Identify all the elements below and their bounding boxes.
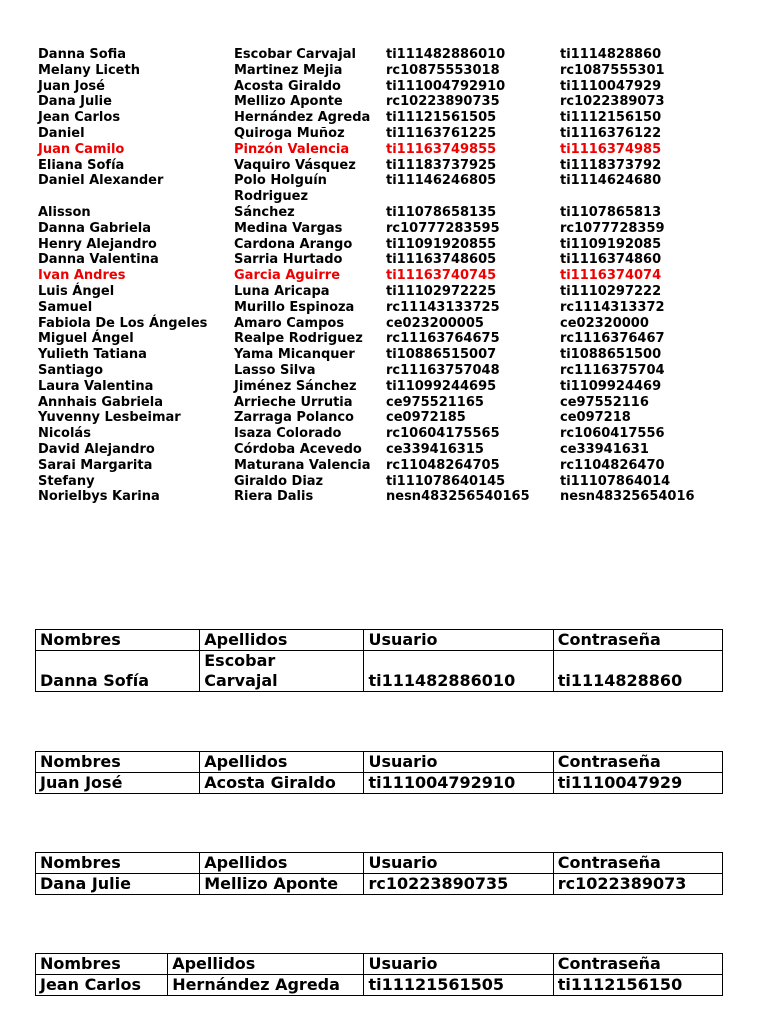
- student-contrasena: ti1116374860: [560, 252, 662, 268]
- card-nombres: Juan José: [36, 773, 200, 794]
- card-nombres: Jean Carlos: [36, 975, 168, 996]
- student-apellidos: Escobar Carvajal: [234, 47, 356, 62]
- student-row: [38, 126, 738, 142]
- student-nombres: Juan José: [38, 78, 105, 94]
- header-nombres: Nombres: [36, 752, 200, 773]
- student-row: [38, 458, 738, 474]
- student-apellidos: Zarraga Polanco: [234, 410, 354, 426]
- student-apellidos: Martinez Mejia: [234, 62, 343, 78]
- student-usuario: ti10886515007: [386, 347, 497, 363]
- card-contrasena: ti1112156150: [553, 975, 722, 996]
- student-apellidos: Cardona Arango: [234, 236, 353, 252]
- card-apellidos-line1: Escobar: [204, 651, 276, 670]
- student-usuario: rc11163764675: [386, 331, 500, 347]
- student-contrasena: ti1088651500: [560, 347, 662, 363]
- student-contrasena: ti1110297222: [560, 283, 662, 299]
- student-contrasena: rc1060417556: [560, 426, 665, 442]
- student-row: [38, 284, 738, 300]
- student-apellidos: Hernández Agreda: [234, 110, 371, 126]
- student-usuario: ti111482886010: [386, 47, 506, 62]
- student-apellidos: Vaquiro Vásquez: [234, 157, 356, 173]
- card-nombres: Danna Sofía: [36, 651, 200, 692]
- student-contrasena: rc1087555301: [560, 62, 665, 78]
- credential-card-4: [35, 953, 723, 996]
- student-contrasena: ce33941631: [560, 441, 649, 457]
- header-nombres: Nombres: [36, 630, 200, 651]
- card-apellidos-line2: Carvajal: [204, 671, 278, 690]
- student-row: [38, 221, 738, 237]
- student-usuario: ti11102972225: [386, 283, 497, 299]
- student-nombres: Juan Camilo: [38, 141, 125, 157]
- student-nombres: Fabiola De Los Ángeles: [38, 315, 208, 331]
- student-usuario: ti11078658135: [386, 204, 497, 220]
- student-contrasena: ce02320000: [560, 315, 649, 331]
- student-apellidos: Maturana Valencia: [234, 457, 371, 473]
- student-row: [38, 489, 738, 505]
- student-row: [38, 63, 738, 79]
- student-apellidos: Giraldo Diaz: [234, 473, 324, 489]
- header-apellidos: Apellidos: [200, 630, 364, 651]
- student-contrasena: ti1116376122: [560, 125, 662, 141]
- student-nombres: Nicolás: [38, 426, 91, 442]
- student-usuario: ti11183737925: [386, 157, 497, 173]
- student-usuario: rc11143133725: [386, 299, 500, 315]
- card-contrasena: rc1022389073: [553, 874, 722, 895]
- credential-card-1: [35, 629, 723, 692]
- student-nombres: Santiago: [38, 362, 104, 378]
- student-row: [38, 173, 738, 205]
- student-nombres: Danna Gabriela: [38, 220, 152, 236]
- student-usuario: ti111078640145: [386, 473, 506, 489]
- student-nombres: Luis Ángel: [38, 283, 115, 299]
- student-contrasena: ce097218: [560, 410, 631, 426]
- student-contrasena: rc1116376467: [560, 331, 665, 347]
- student-nombres: Yulieth Tatiana: [38, 347, 147, 363]
- student-row: [38, 79, 738, 95]
- student-nombres: Jean Carlos: [38, 110, 121, 126]
- card-apellidos: Acosta Giraldo: [200, 773, 364, 794]
- student-contrasena: ti1116374074: [560, 268, 662, 284]
- card-usuario: ti111482886010: [364, 651, 553, 692]
- header-contrasena: Contraseña: [553, 853, 722, 874]
- student-list: [38, 47, 738, 505]
- card-apellidos: Hernández Agreda: [168, 975, 364, 996]
- student-row: [38, 363, 738, 379]
- student-nombres: Ivan Andres: [38, 268, 126, 284]
- student-nombres: Norielbys Karina: [38, 489, 160, 505]
- card-usuario: ti111004792910: [364, 773, 553, 794]
- student-contrasena: ce97552116: [560, 394, 649, 410]
- student-nombres: Dana Julie: [38, 94, 112, 110]
- student-row: [38, 110, 738, 126]
- student-usuario: ce0972185: [386, 410, 466, 426]
- student-nombres: Miguel Ángel: [38, 331, 134, 347]
- student-row: [38, 300, 738, 316]
- student-apellidos: Isaza Colorado: [234, 426, 342, 442]
- header-usuario: Usuario: [364, 630, 553, 651]
- student-row: [38, 379, 738, 395]
- student-nombres: Henry Alejandro: [38, 236, 157, 252]
- student-apellidos: Sánchez: [234, 204, 295, 220]
- student-contrasena: ti1114828860: [560, 47, 662, 62]
- student-usuario: ti11163740745: [386, 268, 497, 284]
- header-apellidos: Apellidos: [200, 752, 364, 773]
- student-row: [38, 268, 738, 284]
- student-row: [38, 142, 738, 158]
- student-apellidos: Garcia Aguirre: [234, 268, 341, 284]
- student-nombres: Danna Valentina: [38, 252, 159, 268]
- student-nombres: Yuvenny Lesbeimar: [38, 410, 181, 426]
- student-contrasena: ti1107865813: [560, 204, 662, 220]
- student-contrasena: ti1109924469: [560, 378, 662, 394]
- student-contrasena: nesn48325654016: [560, 489, 695, 505]
- student-contrasena: ti1118373792: [560, 157, 662, 173]
- student-apellidos: Luna Aricapa: [234, 283, 330, 299]
- card-contrasena: ti1110047929: [553, 773, 722, 794]
- header-contrasena: Contraseña: [553, 630, 722, 651]
- credential-card-3: [35, 852, 723, 895]
- student-apellidos: Realpe Rodriguez: [234, 331, 363, 347]
- header-nombres: Nombres: [36, 853, 200, 874]
- header-apellidos: Apellidos: [200, 853, 364, 874]
- student-nombres: Samuel: [38, 299, 93, 315]
- student-contrasena: ti1116374985: [560, 141, 662, 157]
- student-usuario: rc10223890735: [386, 94, 500, 110]
- student-contrasena: rc1116375704: [560, 362, 665, 378]
- student-apellidos: Riera Dalis: [234, 489, 314, 505]
- student-apellidos: Córdoba Acevedo: [234, 441, 362, 457]
- student-contrasena: rc1022389073: [560, 94, 665, 110]
- header-usuario: Usuario: [364, 853, 553, 874]
- card-contrasena: ti1114828860: [553, 651, 722, 692]
- student-usuario: ce339416315: [386, 441, 484, 457]
- student-nombres: Daniel Alexander: [38, 173, 164, 189]
- credential-card-2: [35, 751, 723, 794]
- student-contrasena: rc1077728359: [560, 220, 665, 236]
- student-row: [38, 410, 738, 426]
- student-row: [38, 442, 738, 458]
- student-row: [38, 237, 738, 253]
- student-contrasena: ti1109192085: [560, 236, 662, 252]
- student-usuario: ti11091920855: [386, 236, 497, 252]
- student-apellidos: Yama Micanquer: [234, 347, 355, 363]
- student-contrasena: rc1114313372: [560, 299, 665, 315]
- student-nombres: Alisson: [38, 204, 91, 220]
- student-apellidos: Sarria Hurtado: [234, 252, 343, 268]
- student-nombres: Laura Valentina: [38, 378, 154, 394]
- student-nombres: Daniel: [38, 125, 85, 141]
- student-usuario: ti11163749855: [386, 141, 497, 157]
- student-usuario: ti111004792910: [386, 78, 506, 94]
- student-apellidos: Murillo Espinoza: [234, 299, 355, 315]
- student-apellidos: Medina Vargas: [234, 220, 343, 236]
- student-usuario: ce023200005: [386, 315, 484, 331]
- header-apellidos: Apellidos: [168, 954, 364, 975]
- student-row: [38, 47, 738, 63]
- student-contrasena: ti1110047929: [560, 78, 662, 94]
- student-usuario: ce975521165: [386, 394, 484, 410]
- header-contrasena: Contraseña: [553, 752, 722, 773]
- student-contrasena: rc1104826470: [560, 457, 665, 473]
- student-row: [38, 205, 738, 221]
- student-row: [38, 474, 738, 490]
- header-usuario: Usuario: [364, 752, 553, 773]
- student-usuario: rc10875553018: [386, 62, 500, 78]
- student-contrasena: ti11107864014: [560, 473, 671, 489]
- card-nombres: Dana Julie: [36, 874, 200, 895]
- student-apellidos: Quiroga Muñoz: [234, 125, 345, 141]
- student-usuario: rc11163757048: [386, 362, 500, 378]
- student-row: [38, 426, 738, 442]
- student-usuario: rc10604175565: [386, 426, 500, 442]
- student-contrasena: ti1112156150: [560, 110, 662, 126]
- student-apellidos: Lasso Silva: [234, 362, 316, 378]
- student-row: [38, 158, 738, 174]
- student-nombres: Eliana Sofía: [38, 157, 125, 173]
- student-usuario: rc10777283595: [386, 220, 500, 236]
- student-apellidos: Jiménez Sánchez: [234, 378, 357, 394]
- student-usuario: nesn483256540165: [386, 489, 530, 505]
- student-apellidos: Mellizo Aponte: [234, 94, 343, 110]
- student-nombres: Stefany: [38, 473, 95, 489]
- student-row: [38, 395, 738, 411]
- student-usuario: ti11163761225: [386, 125, 497, 141]
- student-nombres: Danna Sofia: [38, 47, 127, 62]
- student-row: [38, 347, 738, 363]
- student-nombres: Sarai Margarita: [38, 457, 153, 473]
- student-usuario: rc11048264705: [386, 457, 500, 473]
- card-apellidos: [200, 651, 364, 692]
- student-usuario: ti11163748605: [386, 252, 497, 268]
- student-apellidos: Acosta Giraldo: [234, 78, 341, 94]
- student-row: [38, 316, 738, 332]
- card-usuario: ti11121561505: [364, 975, 553, 996]
- student-row: [38, 331, 738, 347]
- header-usuario: Usuario: [364, 954, 553, 975]
- student-nombres: Annhais Gabriela: [38, 394, 163, 410]
- student-usuario: ti11146246805: [386, 173, 497, 189]
- student-apellidos: Pinzón Valencia: [234, 141, 350, 157]
- student-nombres: David Alejandro: [38, 441, 155, 457]
- header-nombres: Nombres: [36, 954, 168, 975]
- student-row: [38, 252, 738, 268]
- student-apellidos: Arrieche Urrutia: [234, 394, 353, 410]
- student-usuario: ti11099244695: [386, 378, 497, 394]
- header-contrasena: Contraseña: [553, 954, 722, 975]
- card-apellidos: Mellizo Aponte: [200, 874, 364, 895]
- card-usuario: rc10223890735: [364, 874, 553, 895]
- student-nombres: Melany Liceth: [38, 62, 140, 78]
- student-row: [38, 94, 738, 110]
- student-apellidos: Polo Holguín Rodriguez: [234, 173, 327, 205]
- student-usuario: ti11121561505: [386, 110, 497, 126]
- student-apellidos: Amaro Campos: [234, 315, 345, 331]
- student-contrasena: ti1114624680: [560, 173, 662, 189]
